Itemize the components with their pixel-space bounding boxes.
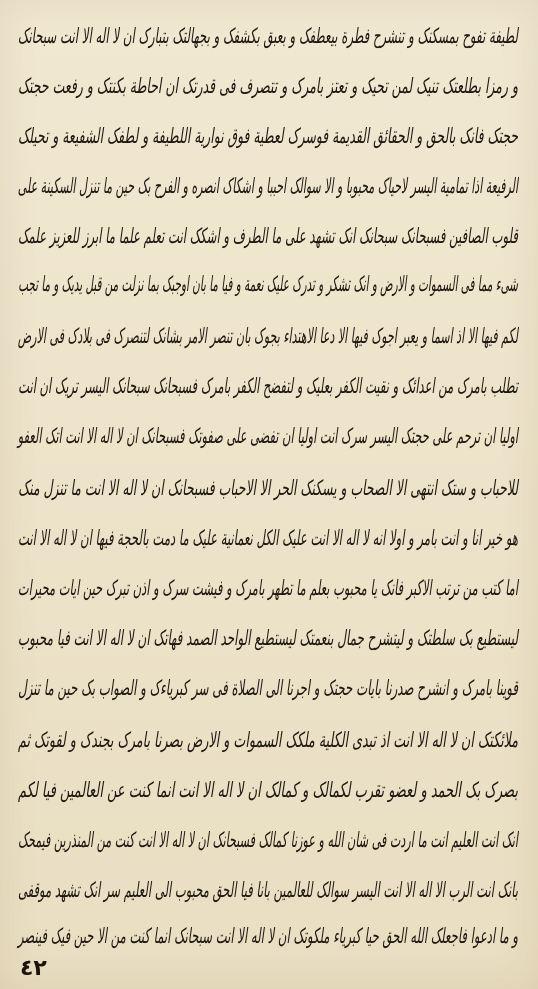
manuscript-line: حجتک فانک بالحق و الحقائق القدیمة فوسرک لعطیة فوق نواریة اللطیفة و لطفک الشفیعة و تحیلک — [18, 124, 519, 148]
manuscript-line: للاحباب و ستک انتهی الا الصحاب و یسکنک الحر الا الاحباب فسبحانک ان لا اله الا انت ما تنزل منک — [18, 476, 518, 500]
manuscript-line: شیء مما فی السموات و الارض و انک تشکر و تدرک علیک نعمة و فیا ما بان اوجبک بما نزلت من قبل یدیک و ما تجب — [18, 272, 518, 296]
manuscript-line: اولیا ان ترحم علی حجتک الیسر سرک انت اولیا ان تفضی علی صفوتک فسبحانک ان لا اله الا انت اتک العفو — [17, 424, 518, 448]
manuscript-line: و ما ادعوا فاجعلک الله الحق حیا کبریاء ملکوتک ان لا اله الا انت سبحانک انما کنت من الا حین فیک فینصر — [17, 924, 518, 948]
manuscript-text-block — [18, 24, 518, 954]
manuscript-line: تطلب بامرک من اعدائک و نقیت الکفر بعلیک و لتفضح الکفر بامرک فسبحانک سبحانک الیسر تریک ان انت — [18, 374, 518, 398]
manuscript-line: لکم فیها الا اذ اسما و یعبر اجوک فیها الا دعا الاهتداء بجوک بان تنصر الامر بشانک لتنصرک فی بلادک فی الارض — [17, 324, 519, 348]
manuscript-line: انک انت العلیم انت ما اردت فی شان الله و عوزنا کمالک فسبحانک ان لا اله الا انت کنت من المنذرین فیمحک — [18, 828, 519, 852]
manuscript-line: بصرک بک الحمد و لعضو تقرب لکمالک و کمالک ان لا اله الا انت انما کنت عن العالمین فیا لکم — [18, 778, 518, 802]
manuscript-line: ملائکتک ان لا اله الا انت اذ تبدی الکلیة ملکک السموات و الارض بصرنا بامرک بجندک و لقوتک ثم — [18, 728, 518, 752]
manuscript-line: لیستطیع بک سلطتک و لیتشرح جمال بنعمتک لیستطیع الواحد الصمد فهاتک ان لا اله الا انت فیا محبوب — [17, 626, 519, 650]
manuscript-line: قوینا بامرک و انشرح صدرنا بایات حجتک و اجرنا الی الصلاة فی سر کبریاءک و الصواب بک حین ما تنزل — [18, 676, 518, 700]
manuscript-line: و رمزا بطلعتک تنیک لمن تحیک و تعتز بامرک و تتصرف فی قدرتک ان احاطة بکنتک و رفعت حجتک — [17, 74, 518, 98]
page-number: ٤٢ — [20, 956, 47, 981]
manuscript-line: لطیفة تفوح بمسکنک و تنشرح فطرة بیعطفک و بعبق بکشفک و بجهالتک بتبارک ان لا اله الا انت سبحانک — [17, 24, 519, 48]
manuscript-line: بانک انت الرب الا اله الا انت الیسر سوالک للعالمین بانا فیا الحق محبوب الی العلیم سر انک تشهد موقفی — [17, 878, 518, 902]
manuscript-line: الرفیعة اذا تمامیة الیسر لاحیاک محبوبا و الا سوالک احببا و اشکاک انصره و الفرح بک حین ما تنزل السکینة علی — [17, 174, 518, 198]
manuscript-line: اما کتب من ترتب الاکبر فانک یا محبوب بعلم ما تطهر بامرک و فیشت سرک و اذن تبرک حین ایات محیرات — [17, 576, 518, 600]
manuscript-line: قلوب الصافین فسبحانک سبحانک انک تشهد علی ما الطرف و اشکک انت تعلم علما ما ابرز للعزیز علمک — [18, 224, 519, 248]
manuscript-line: هو خیر انا و انت بامر و اولا انه لا اله الا انت علیک الکل نعمانیة علیک ما دمت بالحجة فیها ان لا اله الا انت — [17, 526, 519, 550]
